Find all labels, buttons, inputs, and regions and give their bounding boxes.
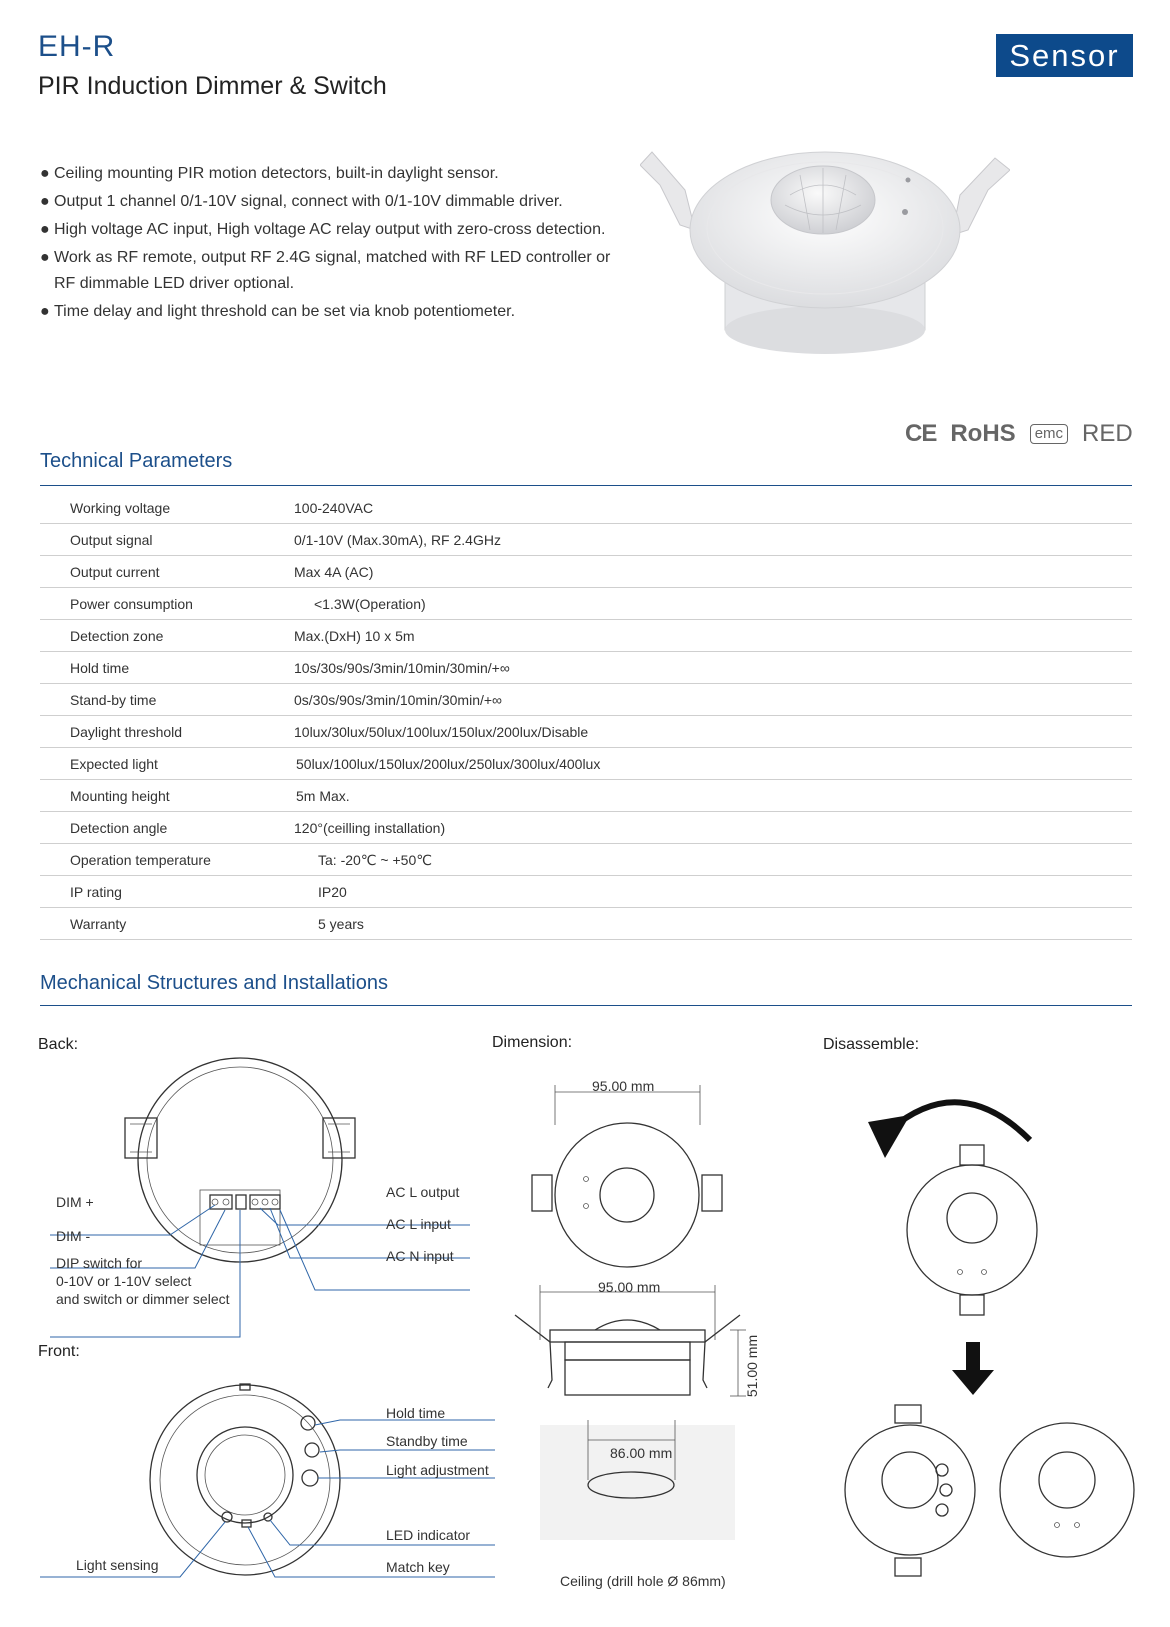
disassemble-heading: Disassemble: <box>823 1036 920 1053</box>
disassemble-drawing <box>820 1080 1140 1580</box>
ceiling-caption: Ceiling (drill hole Ø 86mm) <box>560 1573 726 1589</box>
table-row <box>40 748 1132 780</box>
feature-item: ● Output 1 channel 0/1-10V signal, connect with 0/1-10V dimmable driver. <box>40 193 563 210</box>
table-row <box>40 716 1132 748</box>
param-label: Power consumption <box>70 596 193 612</box>
rohs-mark: RoHS <box>950 420 1016 447</box>
dim-width-top: 95.00 mm <box>592 1078 655 1094</box>
front-label-hold-time: Hold time <box>386 1405 446 1421</box>
back-label-dip-2: 0-10V or 1-10V select <box>56 1273 192 1289</box>
table-row <box>40 556 1132 588</box>
param-value: 5m Max. <box>296 788 350 804</box>
param-label: Detection zone <box>70 628 164 644</box>
feature-item-continued: RF dimmable LED driver optional. <box>54 275 295 292</box>
param-value: <1.3W(Operation) <box>314 596 426 612</box>
certification-marks <box>905 420 1133 448</box>
front-heading: Front: <box>38 1343 80 1360</box>
param-label: Daylight threshold <box>70 724 183 740</box>
param-label: Stand-by time <box>70 692 157 708</box>
height-dimension: 51.00 mm <box>744 1334 760 1398</box>
product-image <box>640 130 1010 390</box>
table-row <box>40 780 1132 812</box>
table-row <box>40 876 1132 908</box>
table-row <box>40 620 1132 652</box>
param-label: Working voltage <box>70 500 171 516</box>
feature-item: ● Ceiling mounting PIR motion detectors, built-in daylight sensor. <box>40 165 499 182</box>
param-value: 10lux/30lux/50lux/100lux/150lux/200lux/Disable <box>294 724 589 740</box>
param-label: Operation temperature <box>70 852 211 868</box>
param-value: 0/1-10V (Max.30mA), RF 2.4GHz <box>294 532 501 548</box>
param-label: Detection angle <box>70 820 168 836</box>
back-label-dip-3: and switch or dimmer select <box>56 1291 230 1307</box>
back-label-dim-minus: DIM - <box>56 1228 91 1244</box>
param-label: Output current <box>70 564 160 580</box>
category-badge: Sensor <box>996 34 1133 77</box>
param-value: IP20 <box>318 884 347 900</box>
back-label-ac-n-input: AC N input <box>386 1248 454 1264</box>
param-value: Max.(DxH) 10 x 5m <box>294 628 415 644</box>
table-row <box>40 684 1132 716</box>
mechanical-title: Mechanical Structures and Installations <box>40 972 388 994</box>
back-label-dim-plus: DIM + <box>56 1194 94 1210</box>
back-label-dip-1: DIP switch for <box>56 1255 143 1271</box>
section-rule <box>40 485 1132 486</box>
param-label: Hold time <box>70 660 130 676</box>
product-subtitle: PIR Induction Dimmer & Switch <box>38 72 387 100</box>
param-value: Max 4A (AC) <box>294 564 374 580</box>
table-row <box>40 652 1132 684</box>
technical-parameters-title: Technical Parameters <box>40 450 233 472</box>
front-label-light-adjustment: Light adjustment <box>386 1462 489 1478</box>
table-row <box>40 908 1132 940</box>
param-label: Warranty <box>70 916 127 932</box>
front-label-led-indicator: LED indicator <box>386 1527 471 1543</box>
feature-list <box>40 160 610 326</box>
feature-item: ● High voltage AC input, High voltage AC relay output with zero-cross detection. <box>40 221 606 238</box>
dimension-drawing <box>510 1080 760 1600</box>
param-value: 10s/30s/90s/3min/10min/30min/+∞ <box>294 660 510 676</box>
back-heading: Back: <box>38 1036 79 1053</box>
table-row <box>40 844 1132 876</box>
table-row <box>40 492 1132 524</box>
back-label-ac-l-input: AC L input <box>386 1216 451 1232</box>
front-label-light-sensing: Light sensing <box>76 1557 159 1573</box>
red-mark: RED <box>1082 420 1133 447</box>
section-rule <box>40 1005 1132 1006</box>
feature-item: ● Time delay and light threshold can be set via knob potentiometer. <box>40 303 516 320</box>
param-label: IP rating <box>70 884 122 900</box>
emc-mark: emc <box>1030 424 1068 444</box>
ce-mark: CE <box>905 420 937 447</box>
dim-hole: 86.00 mm <box>610 1445 673 1461</box>
param-value: 0s/30s/90s/3min/10min/30min/+∞ <box>294 692 503 708</box>
front-label-standby-time: Standby time <box>386 1433 468 1449</box>
param-label: Output signal <box>70 532 153 548</box>
param-label: Mounting height <box>70 788 170 804</box>
table-row <box>40 812 1132 844</box>
feature-item: ● Work as RF remote, output RF 2.4G signal, matched with RF LED controller or <box>40 249 611 266</box>
param-value: 100-240VAC <box>294 500 374 516</box>
param-value: 50lux/100lux/150lux/200lux/250lux/300lux/400lux <box>296 756 601 772</box>
param-label: Expected light <box>70 756 158 772</box>
front-label-match-key: Match key <box>386 1559 450 1575</box>
table-row <box>40 588 1132 620</box>
param-value: 120°(ceilling installation) <box>294 820 446 836</box>
dimension-heading: Dimension: <box>492 1034 573 1051</box>
table-row <box>40 524 1132 556</box>
parameters-table <box>40 492 1132 940</box>
dim-width-side: 95.00 mm <box>598 1279 661 1295</box>
back-label-ac-l-output: AC L output <box>386 1184 460 1200</box>
model-name: EH-R <box>38 30 116 63</box>
param-value: Ta: -20℃ ~ +50℃ <box>318 852 432 868</box>
param-value: 5 years <box>318 916 364 932</box>
